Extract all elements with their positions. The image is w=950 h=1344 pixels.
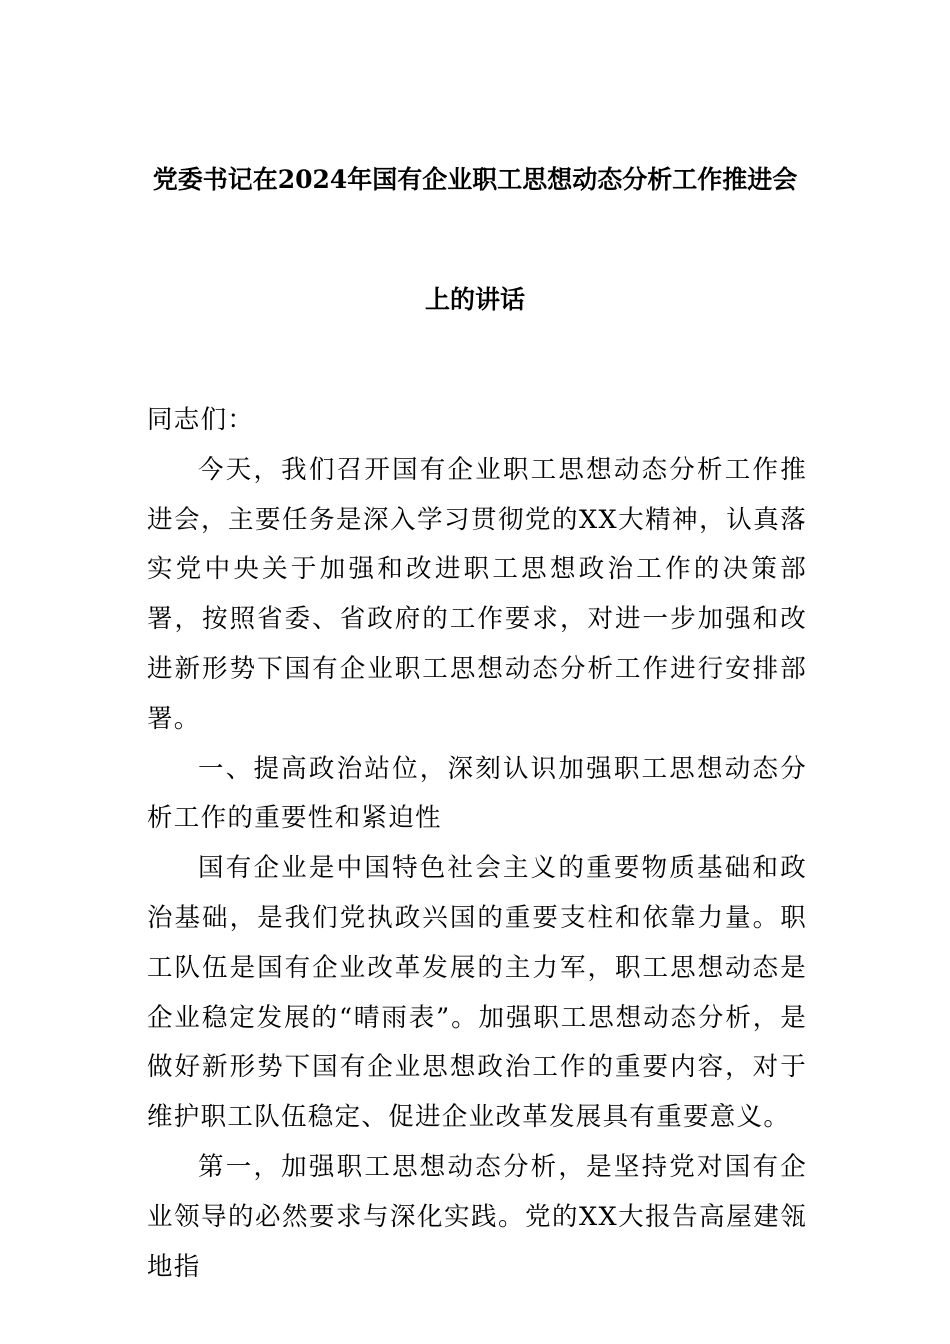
paragraph-intro: 今天，我们召开国有企业职工思想动态分析工作推进会，主要任务是深入学习贯彻党的XX大精神，认真落实党中央关于加强和改进职工思想政治工作的决策部署，按照省委、省政府的工作要求，对进一步加强和改进新形势下国有企业职工思想动态分析工作进行安排部署。 — [147, 454, 807, 734]
document-title-line-2: 上的讲话 — [424, 285, 525, 314]
paragraph-first-point: 第一，加强职工思想动态分析，是坚持党对国有企业领导的必然要求与深化实践。党的XX大报告高屋建瓴地指 — [147, 1151, 807, 1282]
salutation: 同志们： — [147, 405, 255, 435]
paragraph-soe-importance: 国有企业是中国特色社会主义的重要物质基础和政治基础，是我们党执政兴国的重要支柱和依靠力量。职工队伍是国有企业改革发展的主力军，职工思想动态是企业稳定发展的“晴雨表”。加强职工思想动态分析，是做好新形势下国有企业思想政治工作的重要内容，对于维护职工队伍稳定、促进企业改革发展具有重要意义。 — [147, 853, 807, 1133]
document-body — [147, 396, 807, 1292]
section-heading-1: 一、提高政治站位，深刻认识加强职工思想动态分析工作的重要性和紧迫性 — [147, 753, 807, 834]
document-title-line-1: 党委书记在2024年国有企业职工思想动态分析工作推进会 — [152, 165, 798, 194]
